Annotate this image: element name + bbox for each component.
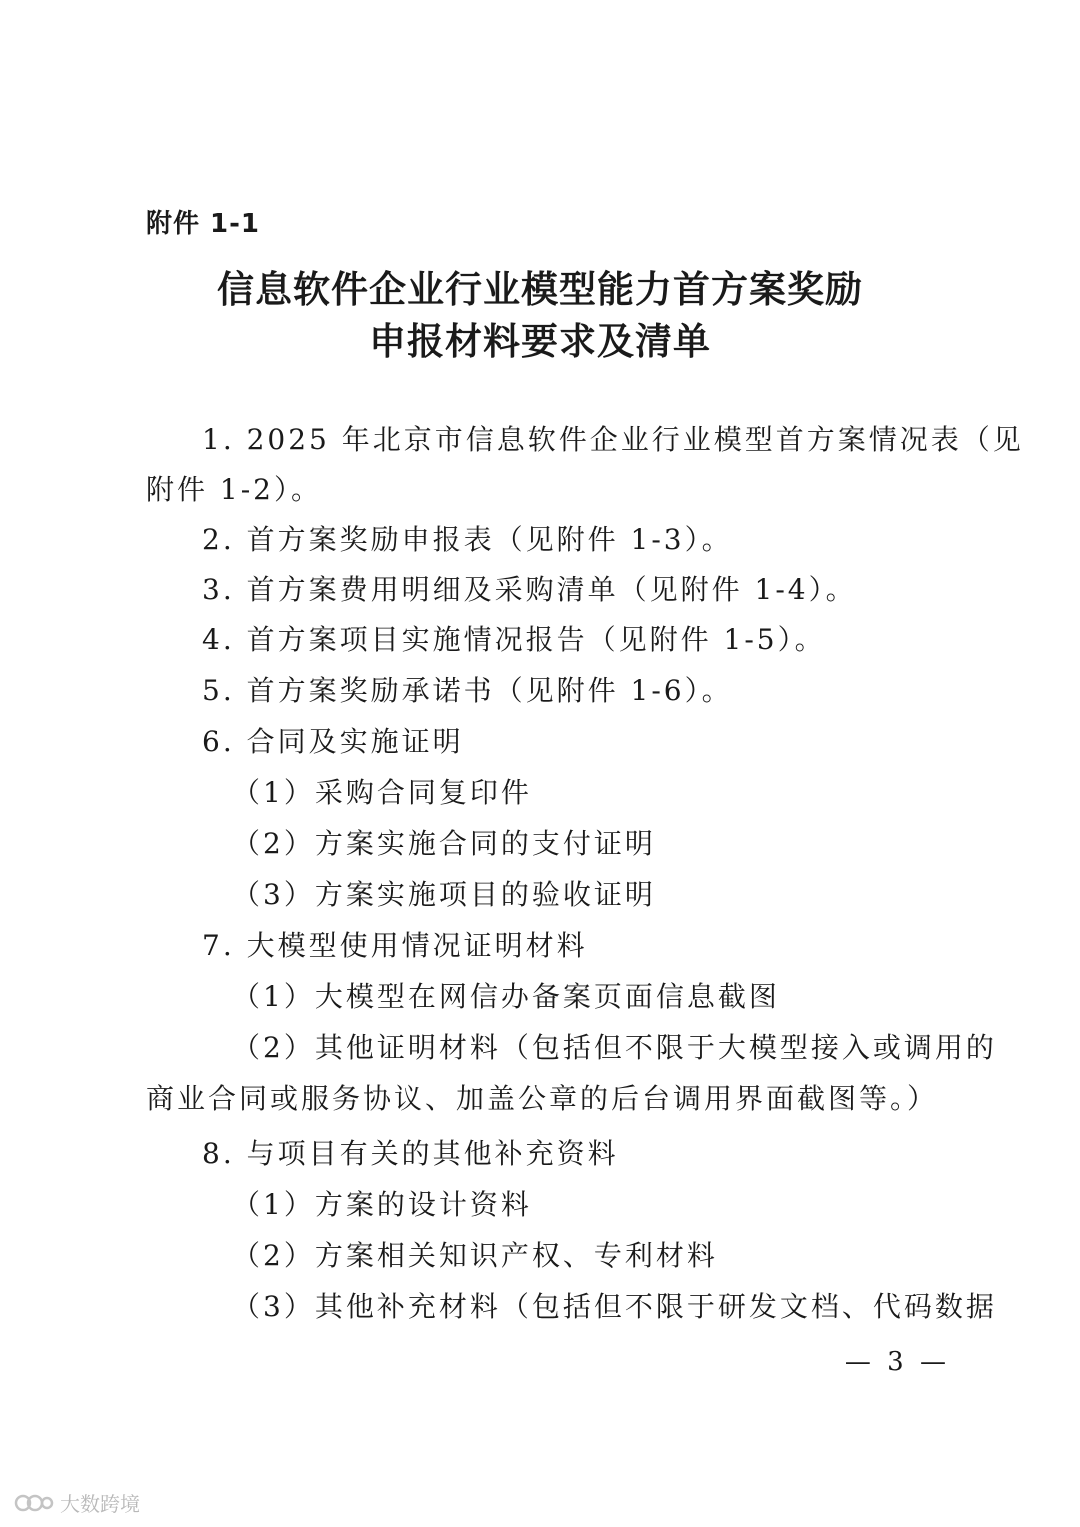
list-item-1-line-1: 1. 2025 年北京市信息软件企业行业模型首方案情况表（见 — [202, 423, 1024, 456]
list-item-6-sub-3: （3）方案实施项目的验收证明 — [232, 878, 656, 911]
list-item-7-sub-2-line-1: （2）其他证明材料（包括但不限于大模型接入或调用的 — [232, 1031, 997, 1064]
document-title-line-2: 申报材料要求及清单 — [369, 319, 711, 363]
list-item-8-sub-1: （1）方案的设计资料 — [232, 1188, 532, 1221]
list-item-5: 5. 首方案奖励承诺书（见附件 1-6）。 — [202, 674, 733, 707]
page-number: — 3 — — [844, 1347, 950, 1377]
list-item-8: 8. 与项目有关的其他补充资料 — [202, 1137, 619, 1170]
document-title-line-1: 信息软件企业行业模型能力首方案奖励 — [217, 267, 863, 311]
watermark-logo-icon — [14, 1491, 54, 1515]
list-item-6-sub-1: （1）采购合同复印件 — [232, 776, 532, 809]
list-item-7-sub-1: （1）大模型在网信办备案页面信息截图 — [232, 980, 780, 1013]
watermark — [14, 1488, 140, 1517]
list-item-4: 4. 首方案项目实施情况报告（见附件 1-5）。 — [202, 623, 826, 656]
attachment-label: 附件 1-1 — [146, 209, 261, 239]
list-item-7-sub-2-line-2: 商业合同或服务协议、加盖公章的后台调用界面截图等。） — [146, 1082, 939, 1115]
list-item-3: 3. 首方案费用明细及采购清单（见附件 1-4）。 — [202, 573, 857, 606]
list-item-7: 7. 大模型使用情况证明材料 — [202, 929, 588, 962]
list-item-8-sub-2: （2）方案相关知识产权、专利材料 — [232, 1239, 718, 1272]
list-item-6: 6. 合同及实施证明 — [202, 725, 464, 758]
list-item-2: 2. 首方案奖励申报表（见附件 1-3）。 — [202, 523, 733, 556]
list-item-8-sub-3: （3）其他补充材料（包括但不限于研发文档、代码数据 — [232, 1290, 997, 1323]
list-item-6-sub-2: （2）方案实施合同的支付证明 — [232, 827, 656, 860]
watermark-text: 大数跨境 — [60, 1492, 140, 1516]
list-item-1-line-2: 附件 1-2）。 — [146, 473, 322, 506]
